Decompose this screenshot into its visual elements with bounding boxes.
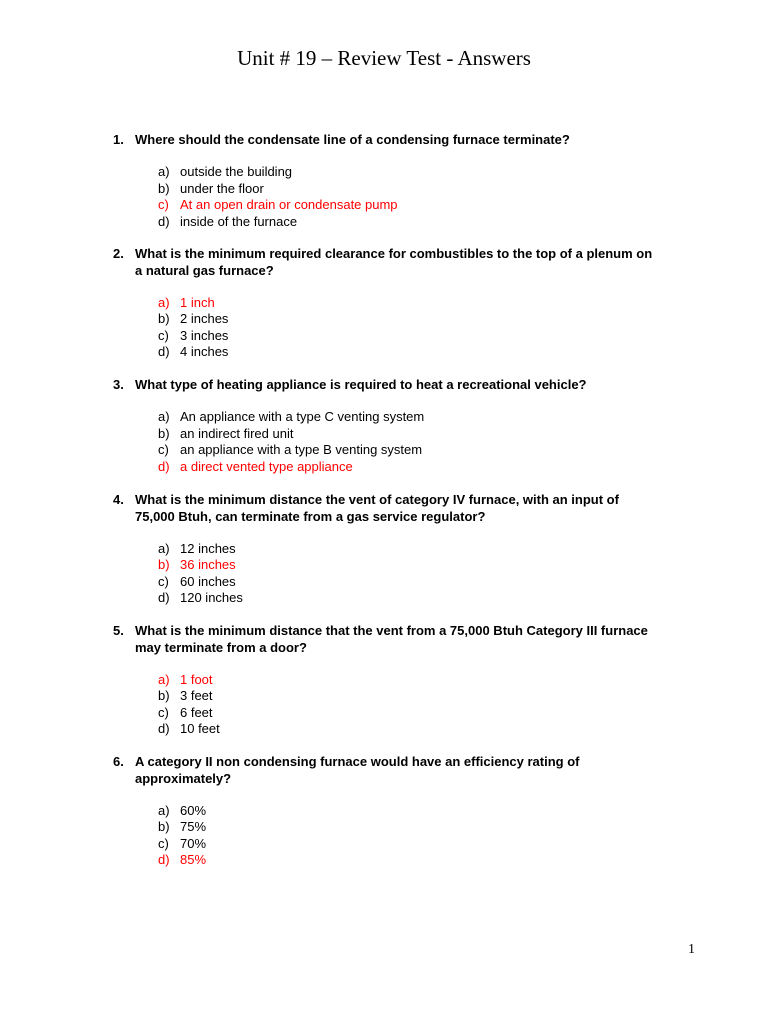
option-c-correct-answer [158, 197, 713, 214]
option-letter: b) [158, 819, 170, 834]
option-letter: a) [158, 671, 170, 687]
option-letter: d) [158, 344, 170, 359]
question-text: What is the minimum distance the vent of category IV furnace, with an input of 75,000 Btuh, can terminate from a gas service regulator? [135, 492, 619, 524]
option-text: 10 feet [180, 721, 220, 736]
option-d-correct-answer [158, 459, 713, 476]
option-a [158, 164, 713, 181]
question-header [113, 754, 713, 787]
option-text: 70% [180, 835, 207, 851]
option-letter: a) [158, 540, 170, 556]
option-a [158, 541, 713, 558]
question-1 [113, 132, 713, 230]
option-text: 3 feet [180, 688, 213, 703]
option-text: 36 inches [180, 557, 236, 572]
question-header [113, 246, 713, 279]
option-letter: c) [158, 573, 169, 589]
option-a [158, 803, 713, 820]
option-text: 2 inches [180, 311, 229, 326]
option-letter: a) [158, 164, 170, 179]
option-letter: c) [158, 442, 169, 457]
option-text: 1 foot [180, 671, 213, 687]
option-c [158, 705, 713, 722]
option-letter: b) [158, 180, 170, 196]
option-letter: c) [158, 704, 169, 720]
option-text: under the floor [180, 180, 264, 196]
question-text: What type of heating appliance is required to heat a recreational vehicle? [135, 377, 587, 392]
option-letter: c) [158, 197, 169, 212]
option-a-correct-answer [158, 672, 713, 689]
option-letter: d) [158, 213, 170, 229]
option-letter: d) [158, 721, 170, 736]
option-c [158, 328, 713, 345]
option-a-correct-answer [158, 295, 713, 312]
question-text: Where should the condensate line of a condensing furnace terminate? [135, 132, 570, 147]
option-text: 6 feet [180, 704, 213, 720]
question-6 [113, 754, 713, 869]
option-letter: c) [158, 327, 169, 343]
option-b [158, 819, 713, 836]
question-number: 2. [113, 246, 124, 261]
option-text: 4 inches [180, 344, 229, 359]
answer-options [113, 803, 713, 869]
question-number: 6. [113, 754, 124, 769]
option-letter: d) [158, 590, 170, 605]
option-b-correct-answer [158, 557, 713, 574]
question-3 [113, 377, 713, 475]
option-letter: a) [158, 409, 170, 424]
question-header [113, 623, 713, 656]
document-title: Unit # 19 – Review Test - Answers [237, 46, 531, 70]
option-d [158, 344, 713, 361]
option-text: 3 inches [180, 327, 229, 343]
option-text: 60 inches [180, 573, 236, 589]
question-header [113, 377, 713, 394]
option-text: 120 inches [180, 590, 243, 605]
option-d [158, 214, 713, 231]
answer-options [113, 672, 713, 738]
option-text: 1 inch [180, 294, 215, 310]
option-letter: b) [158, 688, 170, 703]
option-d-correct-answer [158, 852, 713, 869]
option-d [158, 721, 713, 738]
question-number: 3. [113, 377, 124, 392]
option-letter: c) [158, 835, 169, 851]
option-letter: a) [158, 294, 170, 310]
option-b [158, 426, 713, 443]
option-c [158, 574, 713, 591]
option-text: an indirect fired unit [180, 425, 294, 441]
option-letter: d) [158, 852, 170, 867]
option-text: inside of the furnace [180, 213, 298, 229]
question-header [113, 132, 713, 149]
question-text: A category II non condensing furnace would have an efficiency rating of approximately? [135, 754, 580, 786]
option-text: outside the building [180, 164, 293, 179]
option-c [158, 836, 713, 853]
option-letter: d) [158, 458, 170, 474]
option-letter: b) [158, 311, 170, 326]
page-number: 1 [688, 942, 695, 957]
question-text: What is the minimum distance that the vent from a 75,000 Btuh Category III furnace may terminate from a door? [135, 623, 648, 655]
answer-options [113, 541, 713, 607]
option-b [158, 688, 713, 705]
option-text: 75% [180, 819, 207, 834]
option-d [158, 590, 713, 607]
option-a [158, 409, 713, 426]
option-text: 12 inches [180, 540, 236, 556]
question-header [113, 492, 713, 525]
option-text: An appliance with a type C venting system [180, 409, 425, 424]
option-text: a direct vented type appliance [180, 458, 353, 474]
question-text: What is the minimum required clearance for combustibles to the top of a plenum on a natural gas furnace? [135, 246, 653, 278]
option-text: At an open drain or condensate pump [180, 197, 398, 212]
option-b [158, 181, 713, 198]
option-text: 60% [180, 802, 207, 818]
question-2 [113, 246, 713, 361]
question-number: 5. [113, 623, 124, 638]
option-letter: b) [158, 425, 170, 441]
question-number: 4. [113, 492, 124, 507]
question-4 [113, 492, 713, 607]
option-letter: b) [158, 557, 170, 572]
answer-options [113, 295, 713, 361]
question-number: 1. [113, 132, 124, 147]
answer-options [113, 164, 713, 230]
option-letter: a) [158, 802, 170, 818]
option-c [158, 442, 713, 459]
option-text: 85% [180, 852, 207, 867]
question-5 [113, 623, 713, 738]
answer-options [113, 409, 713, 475]
option-b [158, 311, 713, 328]
option-text: an appliance with a type B venting system [180, 442, 423, 457]
